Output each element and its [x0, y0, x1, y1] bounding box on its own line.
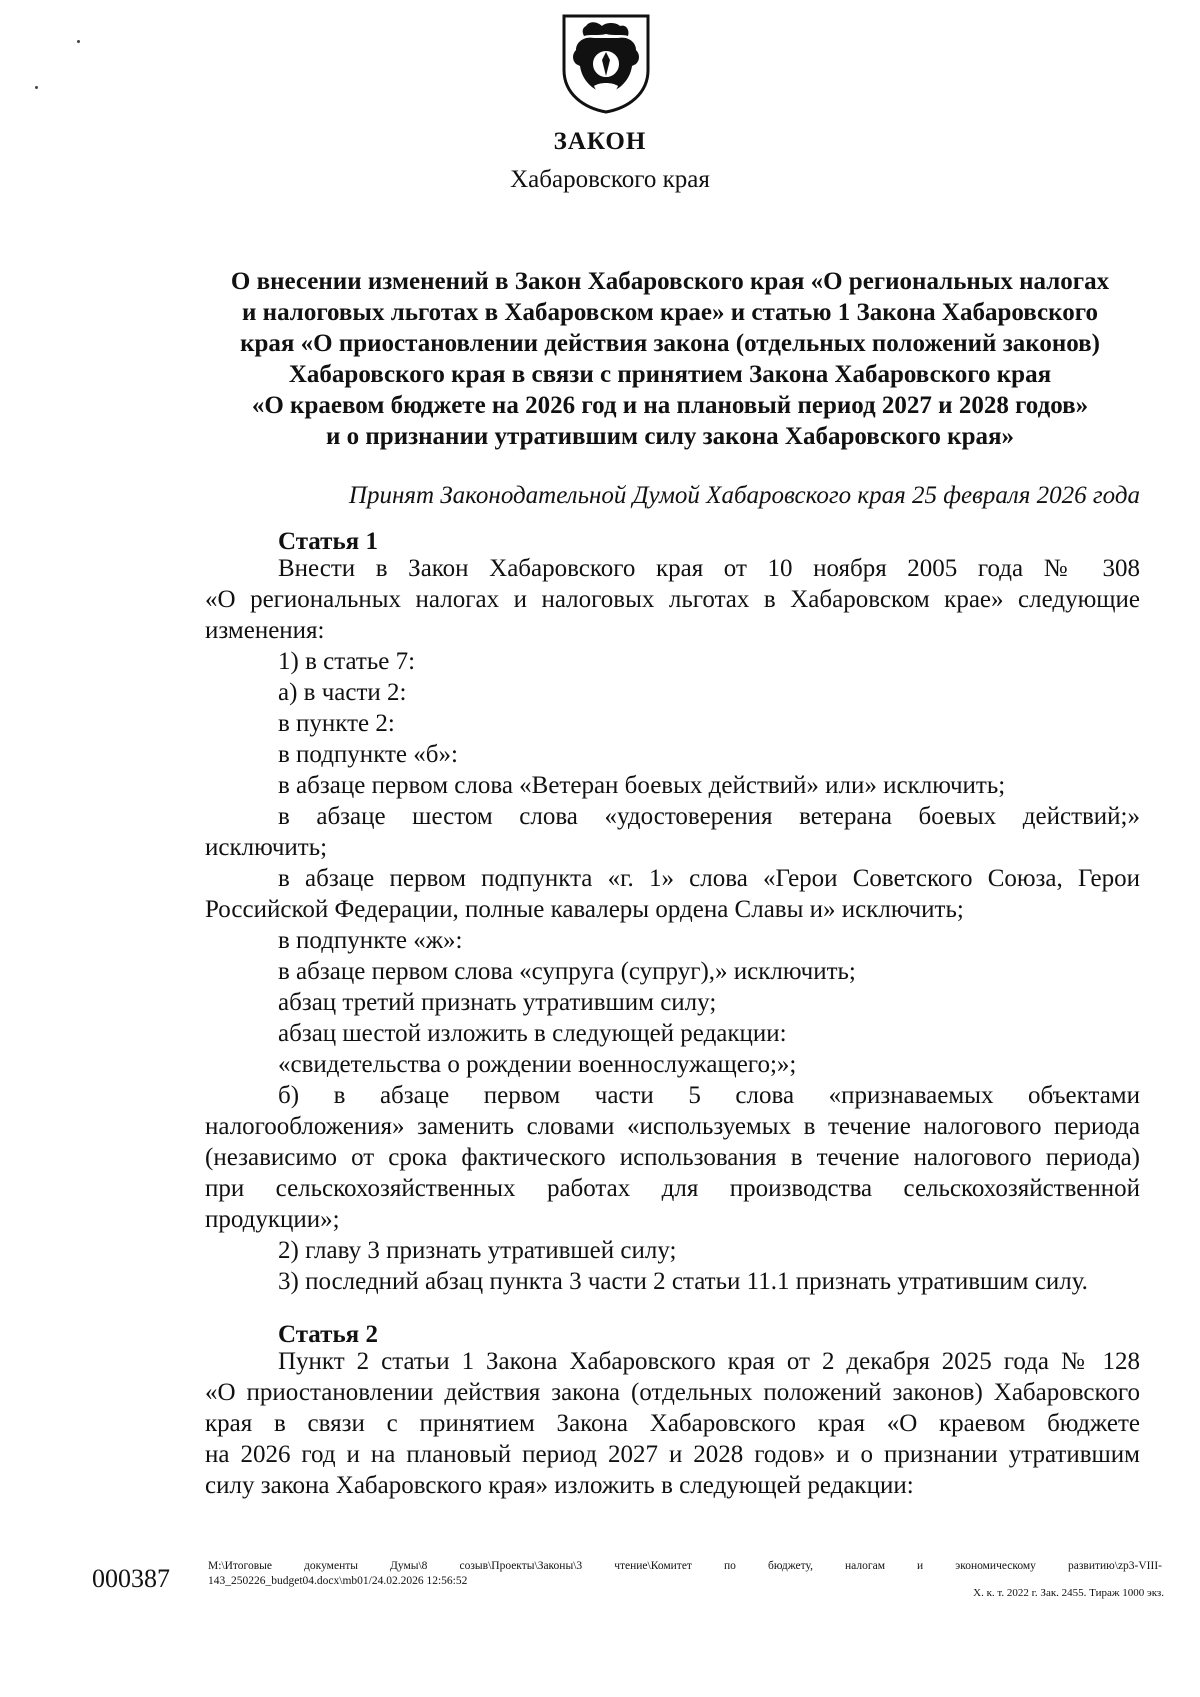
article-2-line: края в связи с принятием Закона Хабаровского края «О краевом бюджете — [205, 1410, 1140, 1437]
title-line: и налоговых льготах в Хабаровском крае» и статью 1 Закона Хабаровского — [242, 299, 1098, 326]
file-path-line: M:\Итоговые документы Думы\8 созыв\Проекты\Законы\3 чтение\Комитет по бюджету, налогам и экономическому развитию\zp3-VIII- — [208, 1560, 1162, 1572]
article-1-line: (независимо от срока фактического использования в течение налогового периода) — [205, 1144, 1140, 1171]
article-1-line: исключить; — [205, 834, 328, 861]
article-1-line: б) в абзаце первом части 5 слова «признаваемых объектами — [278, 1082, 1140, 1109]
article-2-line: Пункт 2 статьи 1 Закона Хабаровского края от 2 декабря 2025 года № 128 — [278, 1348, 1140, 1375]
article-1-line: в абзаце первом слова «Ветеран боевых действий» или» исключить; — [278, 772, 1006, 799]
article-1-line: Российской Федерации, полные кавалеры ордена Славы и» исключить; — [205, 896, 964, 923]
file-path-line: 143_250226_budget04.docx\mb01/24.02.2026 12:56:52 — [208, 1575, 468, 1587]
article-1-line: абзац третий признать утратившим силу; — [278, 989, 717, 1016]
article-1-line: в пункте 2: — [278, 710, 395, 737]
region-name: Хабаровского края — [510, 166, 710, 193]
article-1-line: в абзаце первом подпункта «г. 1» слова «Герои Советского Союза, Герои — [278, 865, 1140, 892]
article-1-line: в подпункте «б»: — [278, 741, 458, 768]
article-1-line: абзац шестой изложить в следующей редакции: — [278, 1020, 787, 1047]
title-line: края «О приостановлении действия закона (отдельных положений законов) — [240, 330, 1100, 357]
article-1-line: изменения: — [205, 617, 325, 644]
article-1-line: «О региональных налогах и налоговых льготах в Хабаровском крае» следующие — [205, 586, 1140, 613]
article-1-line: Внести в Закон Хабаровского края от 10 ноября 2005 года № 308 — [278, 555, 1140, 582]
law-title: ЗАКОН — [553, 128, 647, 155]
article-1-line: 2) главу 3 признать утратившей силу; — [278, 1237, 677, 1264]
article-2-line: на 2026 год и на плановый период 2027 и 2028 годов» и о признании утратившим — [205, 1441, 1140, 1468]
title-line: Хабаровского края в связи с принятием Закона Хабаровского края — [288, 361, 1052, 388]
document-title — [200, 266, 1140, 452]
article-2-line: «О приостановлении действия закона (отдельных положений законов) Хабаровского — [205, 1379, 1140, 1406]
coat-of-arms-emblem — [558, 10, 654, 114]
article-1-line: в подпункте «ж»: — [278, 927, 463, 954]
article-1-line: в абзаце шестом слова «удостоверения ветерана боевых действий;» — [278, 803, 1140, 830]
article-1-heading: Статья 1 — [278, 528, 378, 555]
scan-speck — [35, 86, 38, 89]
document-number: 000387 — [92, 1564, 170, 1593]
title-line: «О краевом бюджете на 2026 год и на плановый период 2027 и 2028 годов» — [251, 392, 1089, 419]
title-line: О внесении изменений в Закон Хабаровского края «О региональных налогах — [230, 268, 1110, 295]
print-info: Х. к. т. 2022 г. Зак. 2455. Тираж 1000 экз. — [973, 1587, 1164, 1599]
article-2-line: силу закона Хабаровского края» изложить в следующей редакции: — [205, 1472, 914, 1499]
article-1-line: а) в части 2: — [278, 679, 407, 706]
article-1-line: продукции»; — [205, 1206, 340, 1233]
article-1-line: 1) в статье 7: — [278, 648, 416, 675]
article-1-line: «свидетельства о рождении военнослужащего;»; — [278, 1051, 797, 1078]
article-1-line: налогообложения» заменить словами «используемых в течение налогового периода — [205, 1113, 1140, 1140]
article-1-line: 3) последний абзац пункта 3 части 2 статьи 11.1 признать утратившим силу. — [278, 1268, 1088, 1295]
title-line: и о признании утратившим силу закона Хабаровского края» — [325, 423, 1015, 450]
article-1-line: в абзаце первом слова «супруга (супруг),» исключить; — [278, 958, 856, 985]
article-1-line: при сельскохозяйственных работах для производства сельскохозяйственной — [205, 1175, 1140, 1202]
adoption-note: Принят Законодательной Думой Хабаровского края 25 февраля 2026 года — [348, 482, 1140, 509]
article-2-heading: Статья 2 — [278, 1321, 378, 1348]
scan-speck — [77, 40, 80, 43]
